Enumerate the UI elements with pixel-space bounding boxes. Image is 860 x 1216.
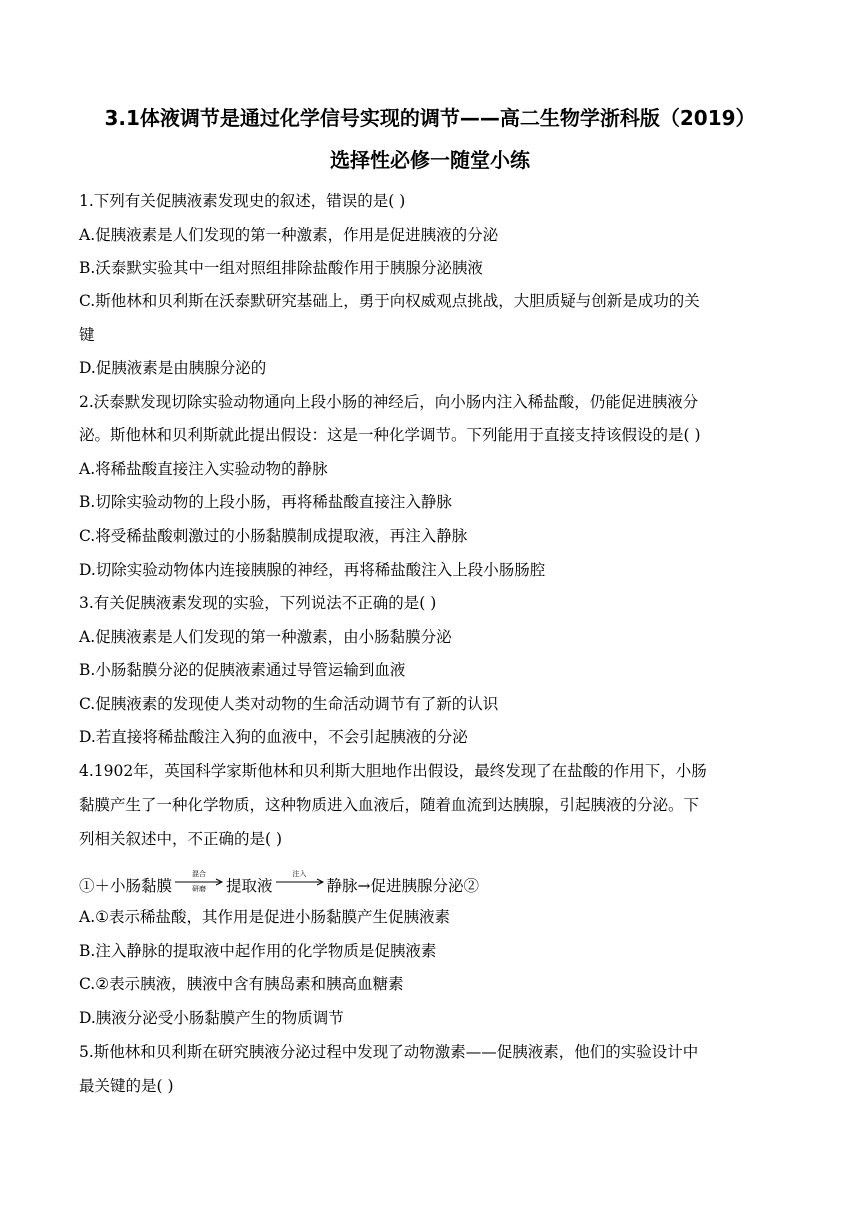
question-2-option-b: B.切除实验动物的上段小肠，再将稀盐酸直接注入静脉 [79,493,452,511]
question-1-option-a: A.促胰液素是人们发现的第一种激素，作用是促进胰液的分泌 [79,226,499,244]
arrow-label-below: 研磨 [192,885,207,893]
question-3-stem: 3.有关促胰液素发现的实验，下列说法不正确的是( ) [79,594,437,612]
question-3-option-a: A.促胰液素是人们发现的第一种激素，由小肠黏膜分泌 [79,628,452,646]
inject-arrow [275,868,325,898]
flow-step-2: 提取液 [226,877,273,895]
question-4-stem-continued: 黏膜产生了一种化学物质，这种物质进入血液后，随着血流到达胰腺，引起胰液的分泌。下 [79,796,700,814]
question-1-option-b: B.沃泰默实验其中一组对照组排除盐酸作用于胰腺分泌胰液 [79,259,483,277]
arrow-label-above: 注入 [292,870,307,878]
arrow-label-above: 混合 [192,870,207,878]
question-1-option-c-continued: 键 [79,326,95,344]
question-4-option-a: A.①表示稀盐酸，其作用是促进小肠黏膜产生促胰液素 [79,908,451,926]
question-3-option-d: D.若直接将稀盐酸注入狗的血液中，不会引起胰液的分泌 [79,728,468,746]
question-3-option-c: C.促胰液素的发现使人类对动物的生命活动调节有了新的认识 [79,695,499,713]
question-3-option-b: B.小肠黏膜分泌的促胰液素通过导管运输到血液 [79,661,406,679]
document-title-line-2: 选择性必修一随堂小练 [330,148,530,172]
question-2-stem-continued: 泌。斯他林和贝利斯就此提出假设：这是一种化学调节。下列能用于直接支持该假设的是( ) [79,426,701,444]
question-5-stem-continued: 最关键的是( ) [79,1077,174,1095]
question-2-stem: 2.沃泰默发现切除实验动物通向上段小肠的神经后，向小肠内注入稀盐酸，仍能促进胰液分 [79,393,699,411]
question-5-stem: 5.斯他林和贝利斯在研究胰液分泌过程中发现了动物激素——促胰液素，他们的实验设计中 [79,1043,699,1061]
question-2-option-a: A.将稀盐酸直接注入实验动物的静脉 [79,460,328,478]
question-4-flow-diagram [79,868,479,898]
flow-step-1: ①＋小肠黏膜 [79,877,173,895]
question-4-stem: 4.1902年，英国科学家斯他林和贝利斯大胆地作出假设，最终发现了在盐酸的作用下，小肠 [79,762,707,780]
question-1-stem: 1.下列有关促胰液素发现史的叙述，错误的是( ) [79,192,406,210]
question-4-stem-end: 列相关叙述中，不正确的是( ) [79,830,283,848]
flow-step-3: 静脉→促进胰腺分泌② [326,877,480,895]
question-2-option-c: C.将受稀盐酸刺激过的小肠黏膜制成提取液，再注入静脉 [79,527,468,545]
document-title-line-1: 3.1体液调节是通过化学信号实现的调节——高二生物学浙科版（2019） [104,106,756,130]
question-4-option-d: D.胰液分泌受小肠黏膜产生的物质调节 [79,1009,344,1027]
question-4-option-b: B.注入静脉的提取液中起作用的化学物质是促胰液素 [79,942,437,960]
question-2-option-d: D.切除实验动物体内连接胰腺的神经，再将稀盐酸注入上段小肠肠腔 [79,561,546,579]
question-4-option-c: C.②表示胰液，胰液中含有胰岛素和胰高血糖素 [79,975,404,993]
question-1-option-c: C.斯他林和贝利斯在沃泰默研究基础上，勇于向权威观点挑战，大胆质疑与创新是成功的关 [79,292,700,310]
mix-grind-arrow [174,868,224,898]
question-1-option-d: D.促胰液素是由胰腺分泌的 [79,359,267,377]
